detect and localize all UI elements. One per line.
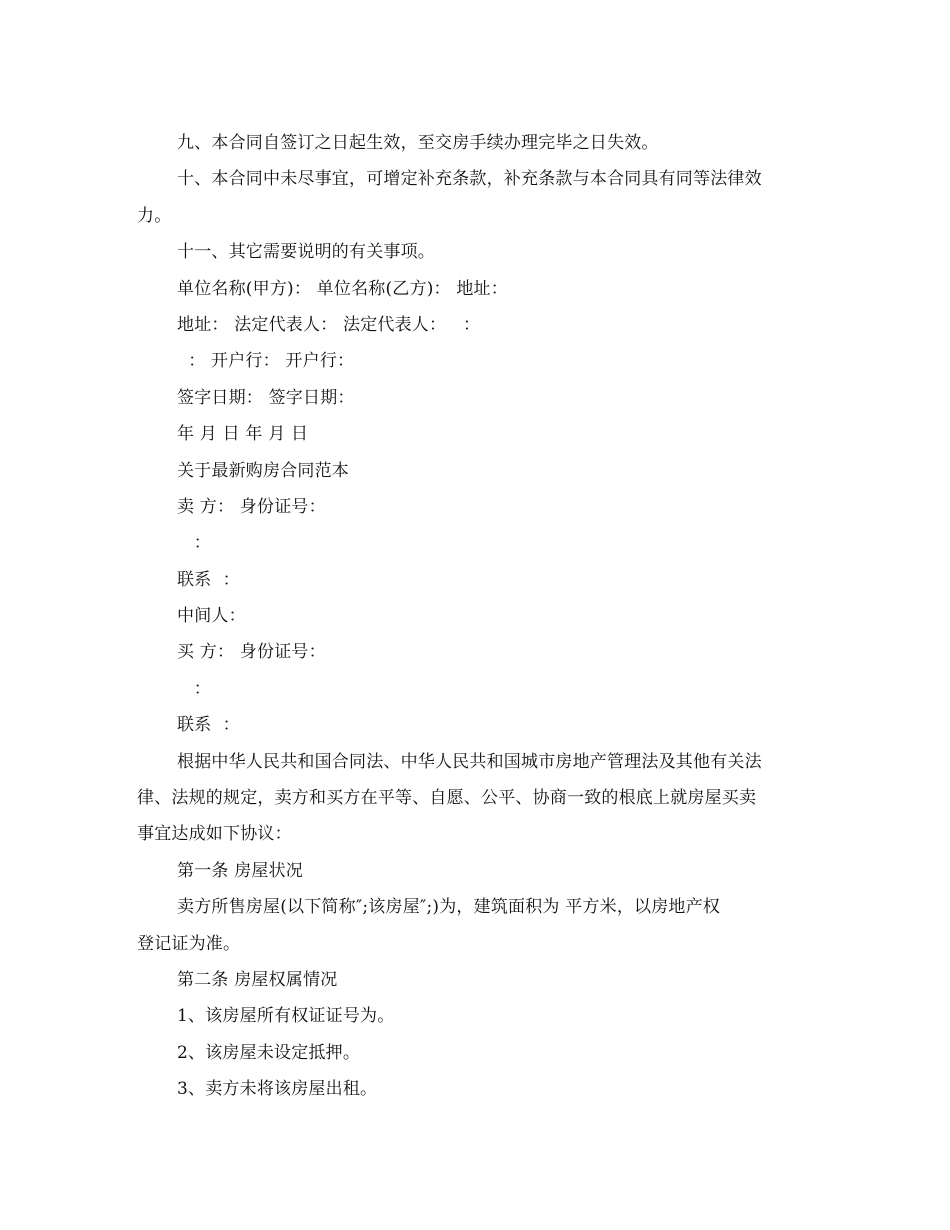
document-body: [137, 125, 821, 1108]
preamble-line-2: 律、法规的规定，卖方和买方在平等、自愿、公平、协商一致的根底上就房屋买卖: [137, 788, 757, 809]
article-two-item-3: 3、卖方未将该房屋出租。: [177, 1079, 378, 1100]
article-two-heading: 第二条 房屋权属情况: [177, 969, 338, 990]
signature-dates: 签字日期： 签字日期：: [177, 387, 355, 408]
preamble-line-3: 事宜达成如下协议：: [137, 824, 292, 845]
section-title: 关于最新购房合同范本: [177, 460, 349, 481]
signature-banks: ： 开户行： 开户行：: [177, 351, 355, 372]
article-one-text: 卖方所售房屋(以下简称″;该房屋″;)为，建筑面积为 平方米，以房地产权: [177, 897, 721, 918]
buyer-info: 买 方： 身份证号：: [177, 642, 326, 663]
buyer-contact: 联系 ：: [177, 715, 240, 736]
clause-nine: 九、本合同自签订之日起生效，至交房手续办理完毕之日失效。: [177, 133, 659, 153]
article-two-item-2: 2、该房屋未设定抵押。: [177, 1042, 361, 1063]
seller-field: ：: [177, 533, 212, 554]
signature-address-representatives: 地址： 法定代表人： 法定代表人： ：: [177, 314, 481, 335]
signature-unit-names: 单位名称(甲方)： 单位名称(乙方)： 地址：: [177, 278, 508, 299]
article-two-item-1: 1、该房屋所有权证证号为。: [177, 1006, 395, 1027]
seller-contact: 联系 ：: [177, 569, 240, 590]
buyer-field: ：: [177, 678, 212, 699]
seller-info: 卖 方： 身份证号：: [177, 496, 326, 517]
clause-ten-continued: 力。: [137, 205, 172, 226]
article-one-heading: 第一条 房屋状况: [177, 860, 304, 881]
article-one-text-continued: 登记证为准。: [137, 933, 241, 954]
clause-eleven: 十一、其它需要说明的有关事项。: [177, 242, 435, 263]
clause-ten: 十、本合同中未尽事宜，可增定补充条款，补充条款与本合同具有同等法律效: [177, 169, 762, 190]
signature-date-fields: 年 月 日 年 月 日: [177, 424, 309, 445]
preamble-line-1: 根据中华人民共和国合同法、中华人民共和国城市房地产管理法及其他有关法: [177, 751, 762, 772]
intermediary: 中间人：: [177, 606, 246, 627]
